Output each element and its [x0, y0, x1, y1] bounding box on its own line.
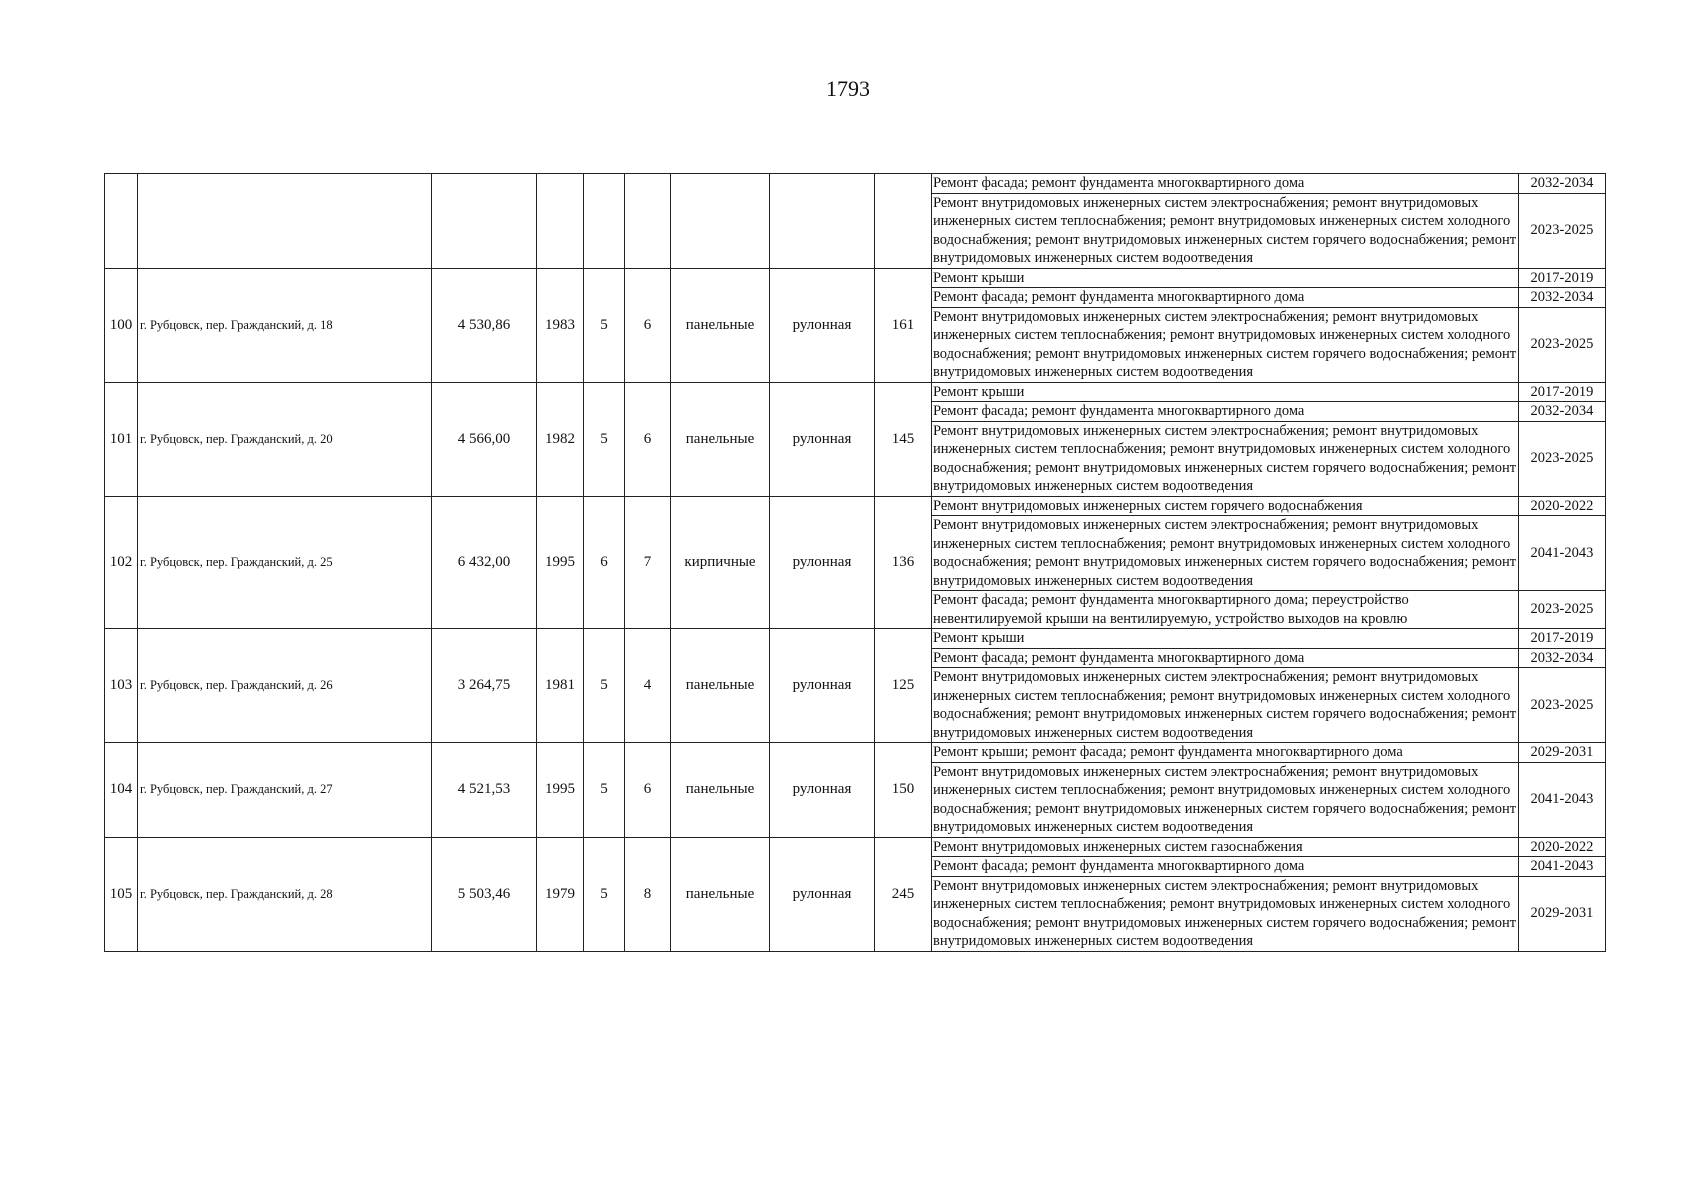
resident-count-cell: 161	[875, 268, 932, 382]
row-number-cell: 102	[105, 496, 138, 629]
work-description: Ремонт внутридомовых инженерных систем электроснабжения; ремонт внутридомовых инженерных систем теплоснабжения; ремонт внутридомовых инженерных систем холодного водоснабжения; ремонт внутридомовых инженерных систем горячего водоснабжения; ремонт внутридомовых инженерных систем водоотведения	[933, 308, 1517, 380]
work-item	[932, 497, 1605, 516]
roof-type-cell: рулонная	[770, 382, 875, 496]
work-description: Ремонт фасада; ремонт фундамента многоквартирного дома	[932, 288, 1518, 308]
build-year-cell: 1982	[537, 382, 584, 496]
works-cell	[932, 268, 1606, 382]
work-description: Ремонт внутридомовых инженерных систем газоснабжения	[932, 838, 1518, 857]
work-description: Ремонт внутридомовых инженерных систем электроснабжения; ремонт внутридомовых инженерных систем теплоснабжения; ремонт внутридомовых инженерных систем холодного водоснабжения; ремонт внутридомовых инженерных систем горячего водоснабжения; ремонт внутридомовых инженерных систем водоотведения	[933, 877, 1517, 949]
work-period: 2023-2025	[1518, 591, 1605, 629]
wall-material-cell: панельные	[671, 837, 770, 951]
works-cell	[932, 743, 1606, 838]
house-address-cell: г. Рубцовск, пер. Гражданский, д. 28	[138, 837, 432, 951]
entrance-count-cell: 7	[625, 496, 671, 629]
work-period: 2017-2019	[1518, 269, 1605, 288]
works-list	[932, 629, 1605, 742]
wall-material-cell: панельные	[671, 743, 770, 838]
floor-count-cell: 5	[584, 382, 625, 496]
table-row	[105, 174, 1606, 269]
resident-count-cell: 125	[875, 629, 932, 743]
work-description: Ремонт крыши	[932, 269, 1518, 288]
resident-count-cell: 245	[875, 837, 932, 951]
house-address-cell: г. Рубцовск, пер. Гражданский, д. 20	[138, 382, 432, 496]
work-period: 2023-2025	[1518, 307, 1605, 382]
work-period: 2020-2022	[1518, 497, 1605, 516]
works-list	[932, 497, 1605, 629]
works-cell	[932, 837, 1606, 951]
row-number-cell: 104	[105, 743, 138, 838]
roof-type-cell: рулонная	[770, 743, 875, 838]
house-address-cell: г. Рубцовск, пер. Гражданский, д. 25	[138, 496, 432, 629]
work-description: Ремонт внутридомовых инженерных систем электроснабжения; ремонт внутридомовых инженерных систем теплоснабжения; ремонт внутридомовых инженерных систем холодного водоснабжения; ремонт внутридомовых инженерных систем горячего водоснабжения; ремонт внутридомовых инженерных систем водоотведения	[933, 422, 1517, 494]
build-year-cell	[537, 174, 584, 269]
resident-count-cell: 145	[875, 382, 932, 496]
total-area-cell: 3 264,75	[432, 629, 537, 743]
works-list	[932, 174, 1605, 268]
resident-count-cell: 150	[875, 743, 932, 838]
total-area-cell	[432, 174, 537, 269]
work-period: 2032-2034	[1518, 402, 1605, 422]
works-list	[932, 743, 1605, 837]
resident-count-cell: 136	[875, 496, 932, 629]
build-year-cell: 1983	[537, 268, 584, 382]
work-description: Ремонт крыши	[932, 383, 1518, 402]
work-period: 2032-2034	[1518, 648, 1605, 668]
entrance-count-cell: 4	[625, 629, 671, 743]
works-list	[932, 838, 1605, 951]
house-address-cell: г. Рубцовск, пер. Гражданский, д. 26	[138, 629, 432, 743]
works-cell	[932, 382, 1606, 496]
work-item	[932, 668, 1605, 743]
entrance-count-cell: 6	[625, 268, 671, 382]
work-description: Ремонт фасада; ремонт фундамента многоквартирного дома	[932, 174, 1518, 193]
row-number-cell: 103	[105, 629, 138, 743]
work-description: Ремонт внутридомовых инженерных систем горячего водоснабжения	[932, 497, 1518, 516]
work-period: 2023-2025	[1518, 421, 1605, 496]
work-item	[932, 174, 1605, 193]
works-cell	[932, 629, 1606, 743]
work-item	[932, 838, 1605, 857]
work-description: Ремонт фасада; ремонт фундамента многоквартирного дома	[932, 857, 1518, 877]
work-period: 2032-2034	[1518, 174, 1605, 193]
work-period: 2032-2034	[1518, 288, 1605, 308]
floor-count-cell: 5	[584, 268, 625, 382]
build-year-cell: 1995	[537, 496, 584, 629]
work-period: 2020-2022	[1518, 838, 1605, 857]
roof-type-cell	[770, 174, 875, 269]
floor-count-cell: 5	[584, 629, 625, 743]
wall-material-cell: панельные	[671, 629, 770, 743]
works-cell	[932, 174, 1606, 269]
page-number: 1793	[826, 76, 870, 101]
row-number-cell: 101	[105, 382, 138, 496]
work-item	[932, 421, 1605, 496]
table-row	[105, 837, 1606, 951]
work-description: Ремонт крыши; ремонт фасада; ремонт фундамента многоквартирного дома	[932, 743, 1518, 762]
total-area-cell: 6 432,00	[432, 496, 537, 629]
roof-type-cell: рулонная	[770, 268, 875, 382]
work-item	[932, 269, 1605, 288]
house-address-cell	[138, 174, 432, 269]
total-area-cell: 4 566,00	[432, 382, 537, 496]
works-list	[932, 383, 1605, 496]
work-item	[932, 307, 1605, 382]
floor-count-cell: 6	[584, 496, 625, 629]
total-area-cell: 4 521,53	[432, 743, 537, 838]
roof-type-cell: рулонная	[770, 496, 875, 629]
entrance-count-cell: 6	[625, 382, 671, 496]
work-item	[932, 876, 1605, 951]
work-description: Ремонт внутридомовых инженерных систем электроснабжения; ремонт внутридомовых инженерных систем теплоснабжения; ремонт внутридомовых инженерных систем холодного водоснабжения; ремонт внутридомовых инженерных систем горячего водоснабжения; ремонт внутридомовых инженерных систем водоотведения	[933, 669, 1517, 741]
work-description: Ремонт фасада; ремонт фундамента многоквартирного дома	[932, 402, 1518, 422]
build-year-cell: 1981	[537, 629, 584, 743]
works-cell	[932, 496, 1606, 629]
entrance-count-cell	[625, 174, 671, 269]
wall-material-cell	[671, 174, 770, 269]
work-period: 2023-2025	[1518, 193, 1605, 268]
work-item	[932, 857, 1605, 877]
work-item	[932, 629, 1605, 648]
work-item	[932, 402, 1605, 422]
row-number-cell: 105	[105, 837, 138, 951]
work-description: Ремонт внутридомовых инженерных систем электроснабжения; ремонт внутридомовых инженерных систем теплоснабжения; ремонт внутридомовых инженерных систем холодного водоснабжения; ремонт внутридомовых инженерных систем горячего водоснабжения; ремонт внутридомовых инженерных систем водоотведения	[933, 194, 1517, 266]
work-item	[932, 591, 1605, 629]
works-list	[932, 269, 1605, 382]
roof-type-cell: рулонная	[770, 837, 875, 951]
work-period: 2029-2031	[1518, 876, 1605, 951]
work-item	[932, 743, 1605, 762]
work-description: Ремонт внутридомовых инженерных систем электроснабжения; ремонт внутридомовых инженерных систем теплоснабжения; ремонт внутридомовых инженерных систем холодного водоснабжения; ремонт внутридомовых инженерных систем горячего водоснабжения; ремонт внутридомовых инженерных систем водоотведения	[933, 763, 1517, 835]
wall-material-cell: панельные	[671, 382, 770, 496]
table-body	[105, 174, 1606, 952]
table-row	[105, 268, 1606, 382]
total-area-cell: 4 530,86	[432, 268, 537, 382]
work-period: 2017-2019	[1518, 629, 1605, 648]
table-row	[105, 382, 1606, 496]
table-row	[105, 629, 1606, 743]
wall-material-cell: кирпичные	[671, 496, 770, 629]
work-description: Ремонт фасада; ремонт фундамента многоквартирного дома	[932, 648, 1518, 668]
work-period: 2041-2043	[1518, 762, 1605, 837]
work-item	[932, 193, 1605, 268]
row-number-cell: 100	[105, 268, 138, 382]
table-row	[105, 743, 1606, 838]
work-description: Ремонт крыши	[932, 629, 1518, 648]
work-item	[932, 516, 1605, 591]
entrance-count-cell: 8	[625, 837, 671, 951]
wall-material-cell: панельные	[671, 268, 770, 382]
build-year-cell: 1995	[537, 743, 584, 838]
work-item	[932, 648, 1605, 668]
house-address-cell: г. Рубцовск, пер. Гражданский, д. 27	[138, 743, 432, 838]
table-row	[105, 496, 1606, 629]
entrance-count-cell: 6	[625, 743, 671, 838]
work-description: Ремонт фасада; ремонт фундамента многоквартирного дома; переустройство невентилируемой крыши на вентилируемую, устройство выходов на кровлю	[933, 592, 1409, 627]
work-period: 2029-2031	[1518, 743, 1605, 762]
work-item	[932, 288, 1605, 308]
roof-type-cell: рулонная	[770, 629, 875, 743]
floor-count-cell	[584, 174, 625, 269]
total-area-cell: 5 503,46	[432, 837, 537, 951]
work-period: 2041-2043	[1518, 516, 1605, 591]
work-period: 2041-2043	[1518, 857, 1605, 877]
resident-count-cell	[875, 174, 932, 269]
work-description: Ремонт внутридомовых инженерных систем электроснабжения; ремонт внутридомовых инженерных систем теплоснабжения; ремонт внутридомовых инженерных систем холодного водоснабжения; ремонт внутридомовых инженерных систем горячего водоснабжения; ремонт внутридомовых инженерных систем водоотведения	[932, 516, 1518, 591]
repair-schedule-table	[104, 173, 1606, 952]
work-period: 2023-2025	[1518, 668, 1605, 743]
floor-count-cell: 5	[584, 743, 625, 838]
work-item	[932, 762, 1605, 837]
work-item	[932, 383, 1605, 402]
build-year-cell: 1979	[537, 837, 584, 951]
house-address-cell: г. Рубцовск, пер. Гражданский, д. 18	[138, 268, 432, 382]
floor-count-cell: 5	[584, 837, 625, 951]
work-period: 2017-2019	[1518, 383, 1605, 402]
row-number-cell	[105, 174, 138, 269]
